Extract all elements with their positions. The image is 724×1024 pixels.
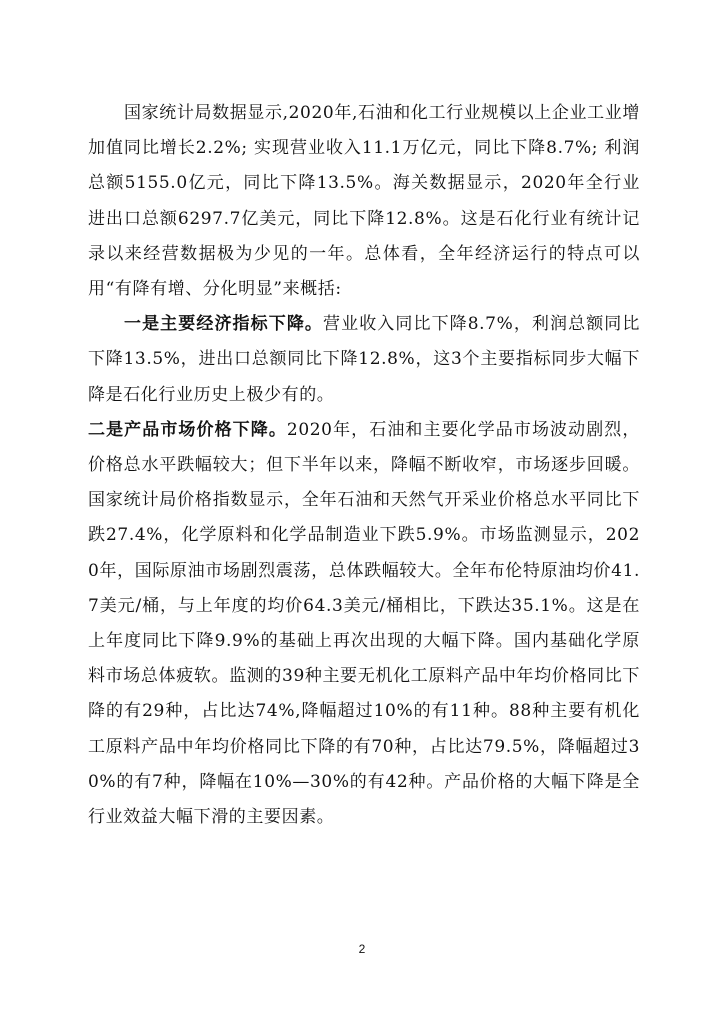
paragraph-indicators-decline (88, 307, 640, 413)
paragraph-price-decline-lead: 二是产品市场价格下降。 (88, 419, 287, 440)
paragraph-overview-text: 国家统计局数据显示,2020年,石油和化工行业规模以上企业工业增加值同比增长2.2%; 实现营业收入11.1万亿元，同比下降8.7%; 利润总额5155.0亿元，同比下降13.5%。海关数据显示，2020年全行业进出口总额6297.7亿美元，同比下降12.8%。这是石化行业有统计记录以来经营数据极为少见的一年。总体看，全年经济运行的特点可以用“有降有增、分化明显”来概括: (88, 103, 640, 300)
paragraph-overview (88, 96, 640, 307)
paragraph-price-decline (88, 413, 640, 835)
paragraph-indicators-decline-lead: 一是主要经济指标下降。 (124, 314, 324, 335)
page-number: 2 (358, 942, 366, 956)
paragraph-indicators-decline-text: 营业收入同比下降8.7%，利润总额同比下降13.5%，进出口总额同比下降12.8%，这3个主要指标同步大幅下降是石化行业历史上极少有的。 (88, 314, 640, 405)
document-body (88, 96, 640, 835)
paragraph-price-decline-text: 2020年，石油和主要化学品市场波动剧烈，价格总水平跌幅较大；但下半年以来，降幅不断收窄，市场逐步回暖。国家统计局价格指数显示，全年石油和天然气开采业价格总水平同比下跌27.4%，化学原料和化学品制造业下跌5.9%。市场监测显示，2020年，国际原油市场剧烈震荡，总体跌幅较大。全年布伦特原油均价41.7美元/桶，与上年度的均价64.3美元/桶相比，下跌达35.1%。这是在上年度同比下降9.9%的基础上再次出现的大幅下降。国内基础化学原料市场总体疲软。监测的39种主要无机化工原料产品中年均价格同比下降的有29种，占比达74%,降幅超过10%的有11种。88种主要有机化工原料产品中年均价格同比下降的有70种，占比达79.5%，降幅超过30%的有7种，降幅在10%—30%的有42种。产品价格的大幅下降是全行业效益大幅下滑的主要因素。 (88, 419, 640, 828)
